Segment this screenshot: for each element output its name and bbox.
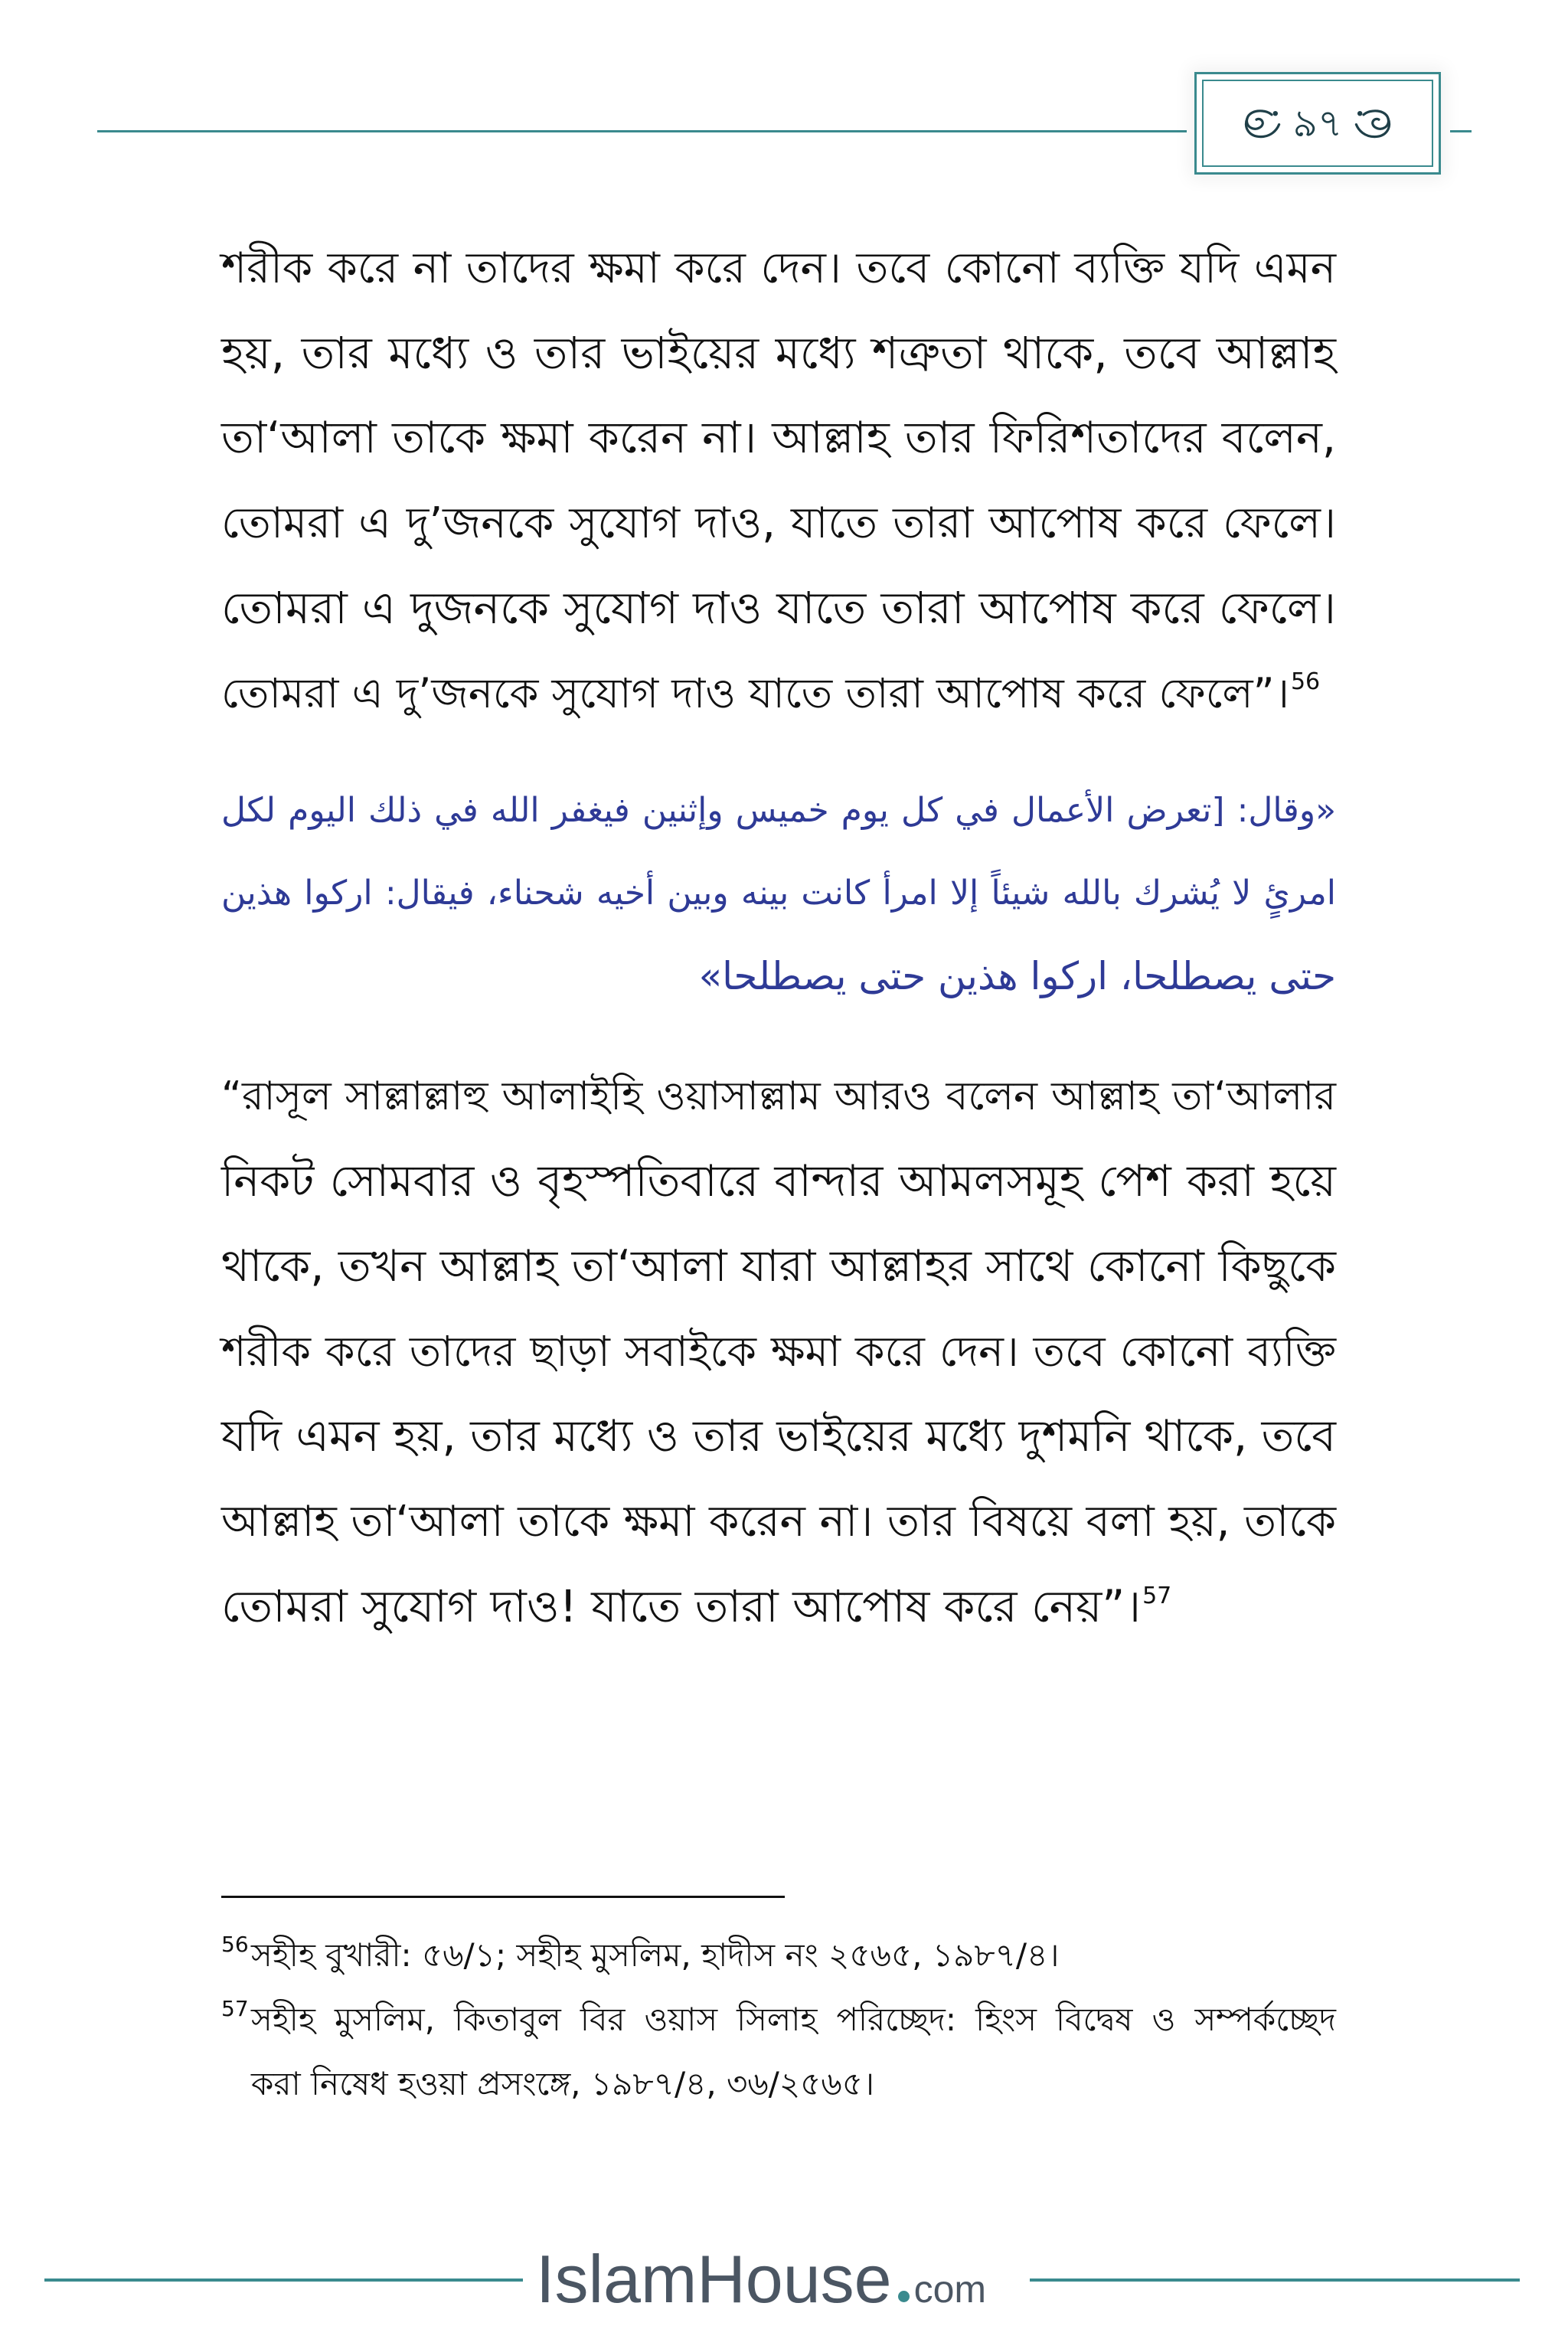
page-number-frame [1194, 72, 1441, 175]
footnote-line: করা নিষেধ হওয়া প্রসংঙ্গে, ১৯৮৭/৪, ৩৬/২৫৬৫। [251, 2065, 874, 2102]
paragraph-line: তোমরা এ দুজনকে সুযোগ দাও যাতে তারা আপোষ করে ফেলে। [221, 582, 1336, 634]
left-swirl-ornament-icon [1235, 106, 1284, 141]
paragraph-line: থাকে, তখন আল্লাহ তা‘আলা যারা আল্লাহর সাথে কোনো কিছুকে [221, 1241, 1336, 1292]
paragraph-line-text: তোমরা সুযোগ দাও! যাতে তারা আপোষ করে নেয়”। [221, 1580, 1142, 1632]
paragraph-line: শরীক করে তাদের ছাড়া সবাইকে ক্ষমা করে দেন। তবে কোনো ব্যক্তি [221, 1327, 1336, 1376]
header-rule-end [1450, 130, 1472, 132]
ornament-curl-path [1246, 111, 1272, 129]
footnote-separator [221, 1896, 785, 1898]
logo-name: IslamHouse [536, 2241, 892, 2317]
paragraph-line: আল্লাহ তা‘আলা তাকে ক্ষমা করেন না। তার বিষয়ে বলা হয়, তাকে [221, 1497, 1336, 1547]
logo-dot [898, 2291, 910, 2302]
page-number-inner-frame [1202, 80, 1433, 167]
paragraph-line [221, 1564, 1336, 1649]
arabic-quote-line: «وقال: [تعرض الأعمال في كل يوم خميس وإثنين فيغفر الله في ذلك اليوم لكل [221, 791, 1336, 830]
paragraph-line: যদি এমন হয়, তার মধ্যে ও তার ভাইয়ের মধ্যে দুশমনি থাকে, তবে [221, 1411, 1336, 1462]
arabic-quote-line: امرئٍ لا يُشرك بالله شيئاً إلا امرأ كانت بينه وبين أخيه شحناء، فيقال: اركوا هذين [221, 874, 1336, 913]
page-number: ৯৭ [1292, 101, 1343, 145]
ornament-curl-path [1364, 111, 1389, 129]
paragraph-line: হয়, তার মধ্যে ও তার ভাইয়ের মধ্যে শত্রুতা থাকে, তবে আল্লাহ [221, 327, 1336, 379]
islamhouse-logo [536, 2237, 1018, 2321]
footnote [221, 1923, 1336, 1988]
footnote-line: সহীহ বুখারী: ৫৬/১; সহীহ মুসলিম, হাদীস নং ২৫৬৫, ১৯৮৭/৪। [251, 1936, 1060, 1974]
paragraph-line [221, 651, 1336, 736]
paragraph-line: তোমরা এ দু’জনকে সুযোগ দাও, যাতে তারা আপোষ করে ফেলে। [221, 498, 1336, 548]
arabic-quote-line: حتى يصطلحا، اركوا هذين حتى يصطلحا» [698, 954, 1336, 998]
footnote-number: 56 [221, 1932, 249, 1957]
paragraph-1 [221, 226, 1336, 736]
ornament-dot [1272, 111, 1277, 116]
paragraph-line: শরীক করে না তাদের ক্ষমা করে দেন। তবে কোনো ব্যক্তি যদি এমন [221, 243, 1336, 293]
footnote-number: 57 [221, 1996, 249, 2021]
ornament-dot [1357, 111, 1362, 116]
footnote-line: সহীহ মুসলিম, কিতাবুল বির ওয়াস সিলাহ পরিচ্ছেদ: হিংস বিদ্বেষ ও সম্পর্কচ্ছেদ [251, 2001, 1336, 2038]
header-rule [97, 130, 1187, 132]
footnote-reference: 57 [1142, 1583, 1172, 1609]
paragraph-line: তা‘আলা তাকে ক্ষমা করেন না। আল্লাহ তার ফিরিশতাদের বলেন, [221, 413, 1336, 463]
paragraph-line: নিকট সোমবার ও বৃহস্পতিবারে বান্দার আমলসমূহ পেশ করা হয়ে [221, 1156, 1336, 1207]
footnote-reference: 56 [1290, 668, 1321, 695]
right-swirl-ornament-icon [1351, 106, 1400, 141]
footnote-body [251, 1988, 1336, 2116]
footnote [221, 1988, 1336, 2116]
paragraph-line: “রাসূল সাল্লাল্লাহু আলাইহি ওয়াসাল্লাম আরও বলেন আল্লাহ তা‘আলার [221, 1073, 1336, 1119]
footnotes [221, 1923, 1336, 2116]
paragraph-2 [221, 1054, 1336, 1649]
footer-rule-left [44, 2278, 523, 2282]
arabic-hadith-quote [221, 769, 1336, 1018]
footnote-body [251, 1923, 1336, 1988]
paragraph-line-text: তোমরা এ দু’জনকে সুযোগ দাও যাতে তারা আপোষ করে ফেলে”। [221, 669, 1289, 717]
logo-suffix: com [913, 2268, 987, 2311]
footer-rule-right [1030, 2278, 1520, 2282]
